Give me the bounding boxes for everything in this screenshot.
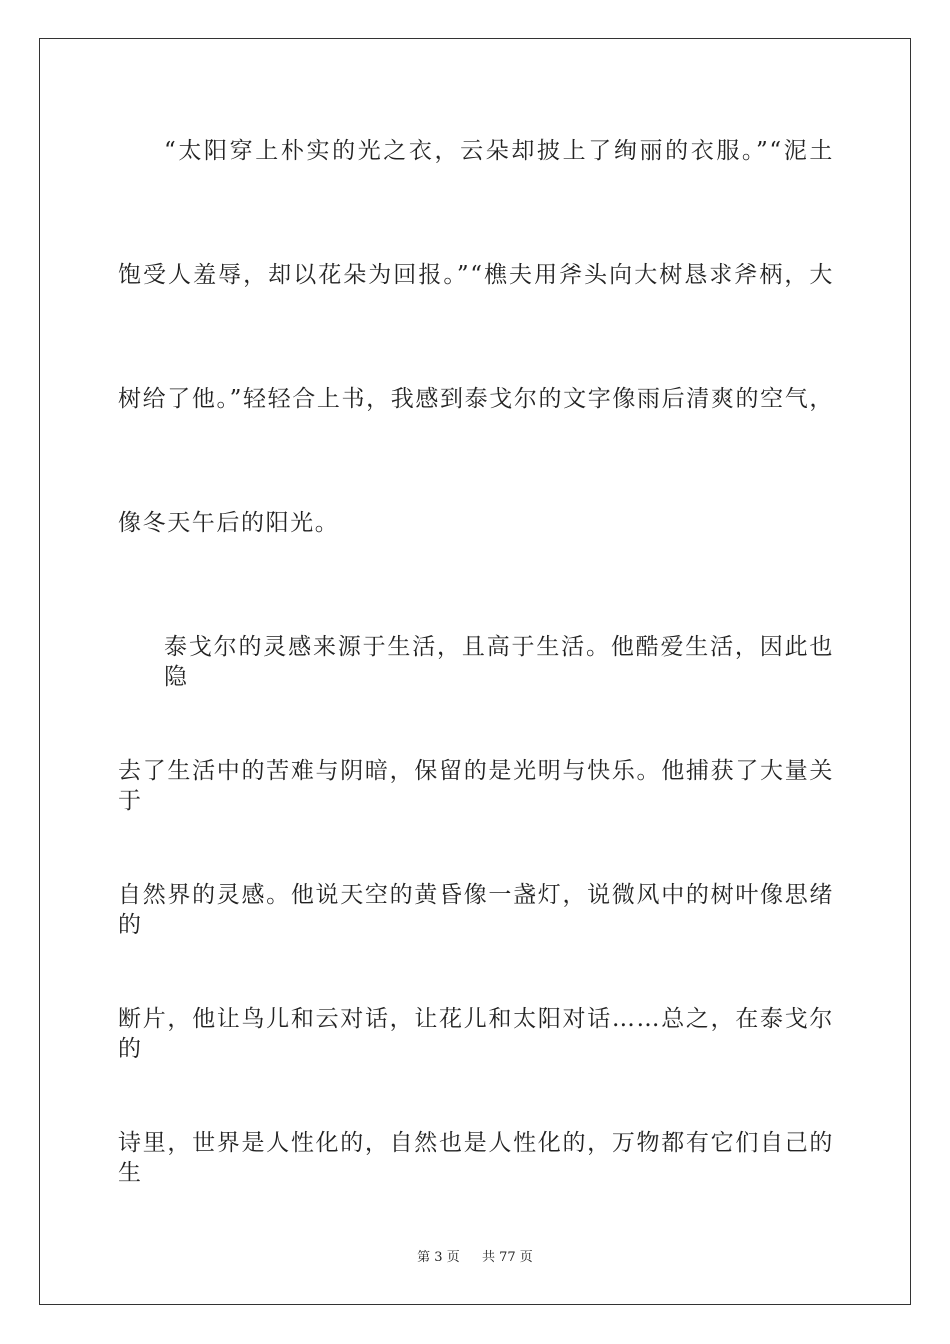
text-line: 泰戈尔的灵感来源于生活，且高于生活。他酷爱生活，因此也隐 <box>164 634 834 690</box>
text-line: 自然界的灵感。他说天空的黄昏像一盏灯，说微风中的树叶像思绪的 <box>118 882 834 938</box>
text-line: 诗里，世界是人性化的，自然也是人性化的，万物都有它们自己的生 <box>118 1130 834 1186</box>
text-line: “太阳穿上朴实的光之衣，云朵却披上了绚丽的衣服。”“泥土 <box>164 138 834 164</box>
page-number: 第 3 页 <box>417 1250 460 1265</box>
text-line: 去了生活中的苦难与阴暗，保留的是光明与快乐。他捕获了大量关于 <box>118 758 834 814</box>
text-line: 树给了他。”轻轻合上书，我感到泰戈尔的文字像雨后清爽的空气， <box>118 386 834 412</box>
text-line: 断片，他让鸟儿和云对话，让花儿和太阳对话……总之，在泰戈尔的 <box>118 1006 834 1062</box>
page-footer <box>0 1246 950 1265</box>
text-line: 饱受人羞辱，却以花朵为回报。”“樵夫用斧头向大树恳求斧柄，大 <box>118 262 834 288</box>
text-line: 像冬天午后的阳光。 <box>118 510 340 536</box>
page-total: 共 77 页 <box>482 1250 533 1265</box>
